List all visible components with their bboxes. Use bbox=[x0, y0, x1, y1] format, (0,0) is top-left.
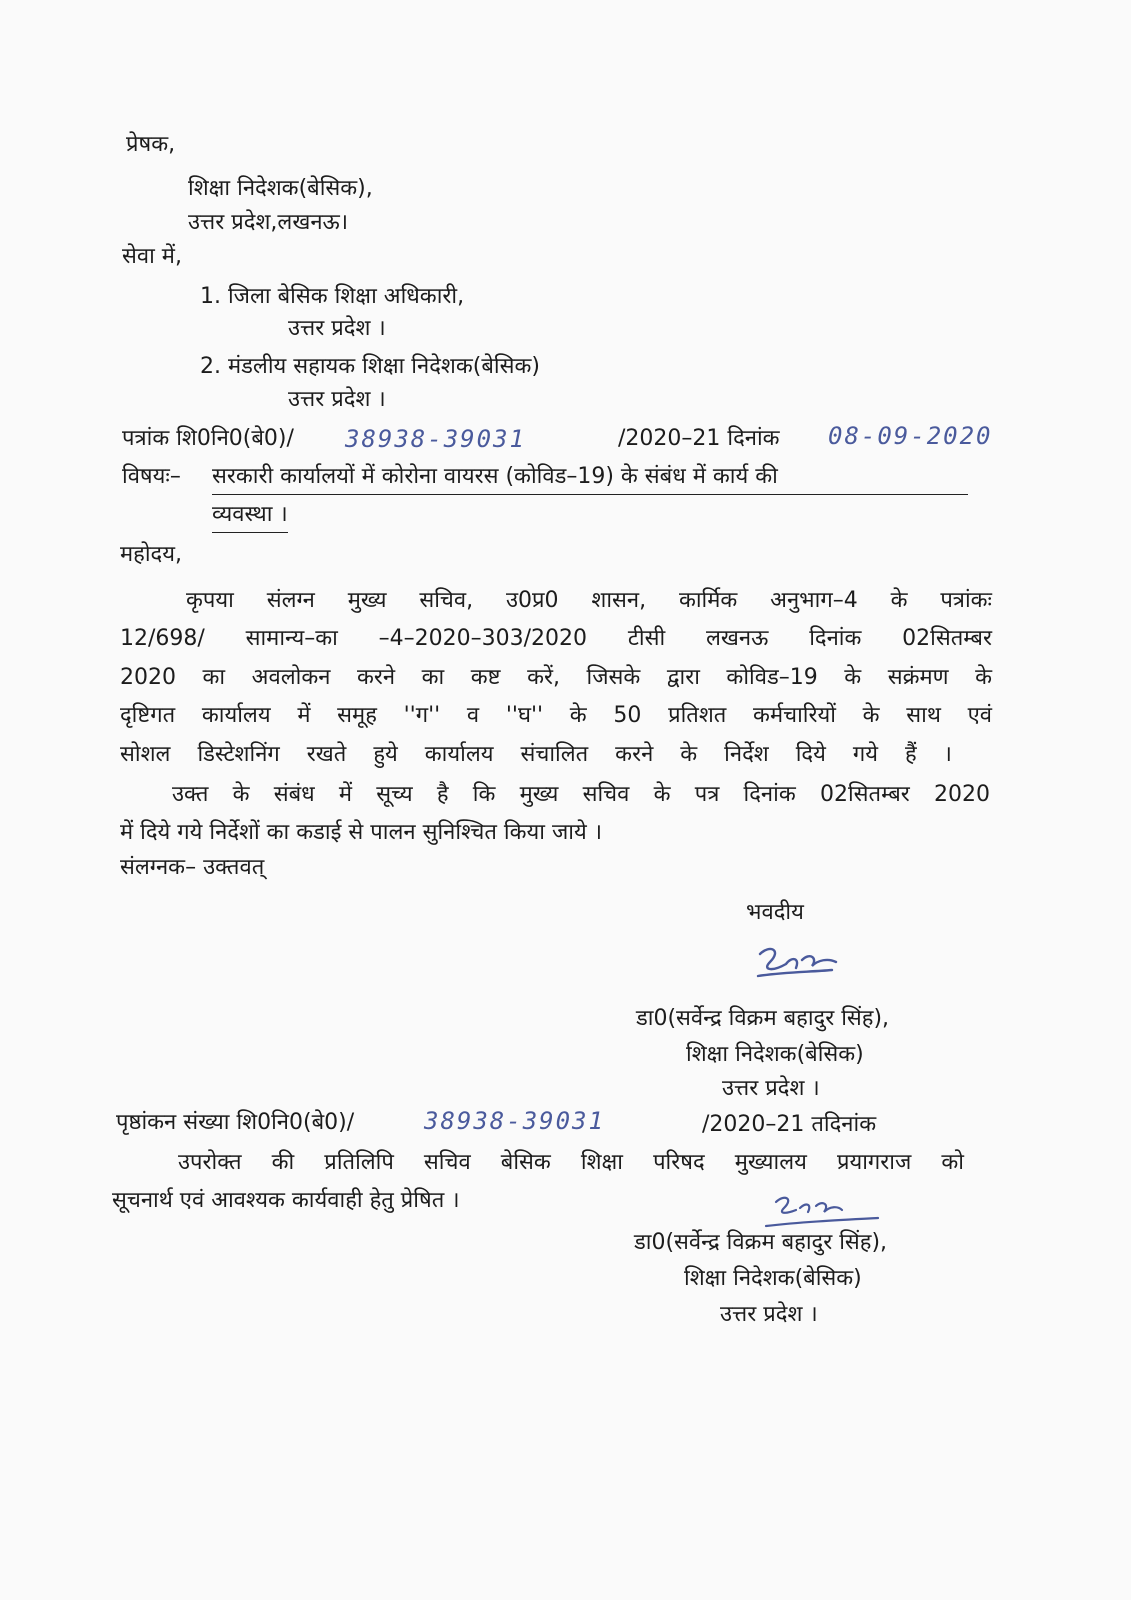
endorsement-name: डा0(सर्वेन्द्र विक्रम बहादुर सिंह), bbox=[634, 1230, 888, 1255]
endorsement-year: /2020–21 तदिनांक bbox=[702, 1112, 877, 1137]
endorsement-line-1: उपरोक्त की प्रतिलिपि सचिव बेसिक शिक्षा परिषद मुख्यालय प्रयागराज को bbox=[178, 1150, 964, 1175]
signature-1 bbox=[752, 942, 842, 982]
recipient-heading: सेवा में, bbox=[122, 244, 182, 269]
signature-2 bbox=[760, 1188, 890, 1228]
body-p1-line-5: सोशल डिस्टेशनिंग रखते हुये कार्यालय संचालित करने के निर्देश दिये गये हैं । bbox=[120, 742, 952, 767]
closing-name: डा0(सर्वेन्द्र विक्रम बहादुर सिंह), bbox=[636, 1006, 890, 1031]
body-p2-line-1: उक्त के संबंध में सूच्य है कि मुख्य सचिव के पत्र दिनांक 02सितम्बर 2020 bbox=[172, 782, 990, 807]
body-p1-line-2: 12/698/ सामान्य–का –4–2020–303/2020 टीसी लखनऊ दिनांक 02सितम्बर bbox=[120, 626, 992, 651]
endorsement-line-2: सूचनार्थ एवं आवश्यक कार्यवाही हेतु प्रेषित । bbox=[112, 1188, 460, 1213]
body-p1-line-4: दृष्टिगत कार्यालय में समूह ''ग'' व ''घ'' के 50 प्रतिशत कर्मचारियों के साथ एवं bbox=[120, 703, 992, 728]
recipient-item-2: 2. मंडलीय सहायक शिक्षा निदेशक(बेसिक) bbox=[200, 354, 540, 379]
body-p1-line-3: 2020 का अवलोकन करने का कष्ट करें, जिसके द्वारा कोविड–19 के सक्रंमण के bbox=[120, 665, 992, 690]
recipient-item-2-state: उत्तर प्रदेश । bbox=[288, 387, 386, 412]
recipient-item-1: 1. जिला बेसिक शिक्षा अधिकारी, bbox=[200, 284, 465, 309]
endorsement-number-handwritten: 38938-39031 bbox=[424, 1107, 605, 1135]
body-p2-line-2: में दिये गये निर्देशों का कडाई से पालन सुनिश्चित किया जाये । bbox=[120, 820, 603, 845]
reference-year: /2020–21 दिनांक bbox=[618, 426, 780, 451]
salutation: महोदय, bbox=[120, 542, 182, 567]
endorsement-prefix: पृष्ठांकन संख्या शि0नि0(बे0)/ bbox=[116, 1110, 355, 1135]
endorsement-designation: शिक्षा निदेशक(बेसिक) bbox=[684, 1266, 862, 1291]
reference-date-handwritten: 08-09-2020 bbox=[828, 422, 993, 450]
closing-designation: शिक्षा निदेशक(बेसिक) bbox=[686, 1042, 864, 1067]
sender-line-1: शिक्षा निदेशक(बेसिक), bbox=[188, 176, 373, 201]
subject-label: विषयः– bbox=[122, 464, 181, 489]
sender-heading: प्रेषक, bbox=[126, 132, 176, 157]
reference-number-handwritten: 38938-39031 bbox=[345, 425, 526, 453]
reference-prefix: पत्रांक शि0नि0(बे0)/ bbox=[122, 426, 294, 451]
body-p1-line-1: कृपया संलग्न मुख्य सचिव, उ0प्र0 शासन, कार्मिक अनुभाग–4 के पत्रांकः bbox=[186, 588, 992, 613]
enclosure: संलग्नक– उक्तवत् bbox=[120, 855, 265, 880]
valediction: भवदीय bbox=[746, 900, 804, 925]
closing-state: उत्तर प्रदेश । bbox=[722, 1076, 820, 1101]
subject-line-2: व्यवस्था । bbox=[212, 500, 288, 533]
sender-line-2: उत्तर प्रदेश,लखनऊ। bbox=[188, 210, 349, 235]
recipient-item-1-state: उत्तर प्रदेश । bbox=[288, 316, 386, 341]
subject-line-1: सरकारी कार्यालयों में कोरोना वायरस (कोविड–19) के संबंध में कार्य की bbox=[212, 462, 968, 495]
endorsement-state: उत्तर प्रदेश । bbox=[720, 1302, 818, 1327]
